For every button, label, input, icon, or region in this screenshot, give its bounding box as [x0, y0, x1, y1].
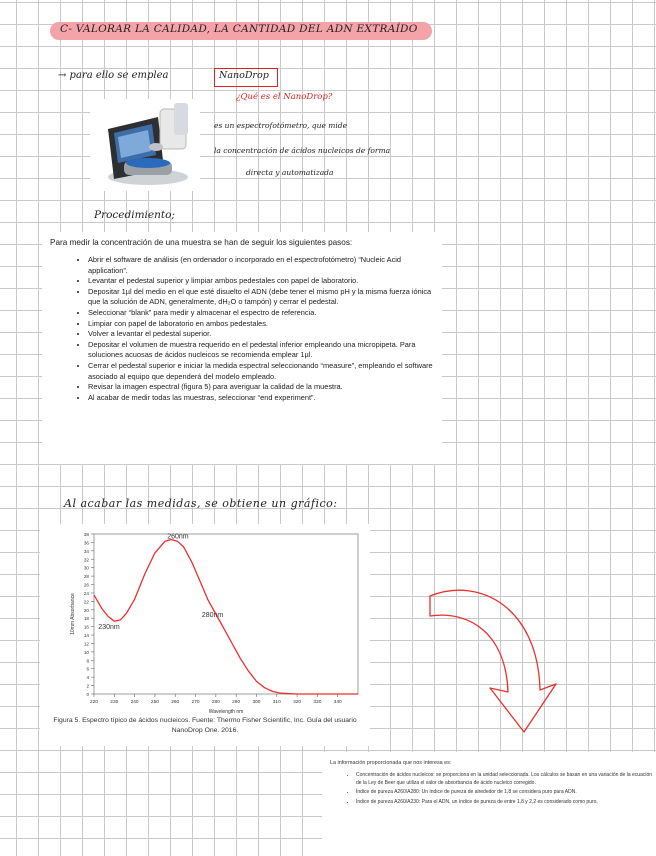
y-tick-label: 36 [83, 540, 89, 546]
procedure-text-block [42, 232, 442, 464]
list-item: • Índice de pureza A260/A230: Para el ADN, un índice de pureza de entre 1,8 y 2,2 es considerado como puro. [356, 799, 656, 807]
y-tick-label: 32 [83, 557, 89, 563]
procedure-intro: Para medir la concentración de una muestra se han de seguir los siguientes pasos: [50, 238, 353, 247]
y-tick-label: 10 [83, 649, 89, 655]
list-item: • Levantar el pedestal superior y limpiar ambos pedestales con papel de laboratorio. [88, 276, 442, 287]
y-tick-label: 24 [83, 590, 89, 596]
x-tick-label: 340 [333, 700, 342, 705]
info-list [322, 772, 656, 806]
y-axis-label: 10mm Absorbance [70, 593, 76, 635]
y-tick-label: 2 [86, 683, 89, 689]
info-intro: La información proporcionada que nos interesa es: [330, 760, 452, 766]
description-line-2: la concentración de ácidos nucleicos de forma [214, 146, 391, 155]
after-measurement-note: Al acabar las medidas, se obtiene un gráfico: [64, 497, 338, 510]
y-tick-label: 12 [83, 641, 89, 647]
y-tick-label: 0 [86, 692, 89, 697]
list-item: • Concentración de ácidos nucleicos: se proporciona en la unidad seleccionada. Los cálculos se basan en una variación de la ecuación de la Ley de Beer que utiliza el valor de absorbancia de ácido nucleico corregido. [356, 772, 656, 787]
peak-annotation: 230nm [98, 624, 120, 632]
y-tick-label: 18 [83, 616, 89, 622]
y-tick-label: 38 [83, 532, 89, 537]
figure-caption-line-1: Figura 5. Espectro típico de ácidos nucleicos. Fuente: Thermo Fisher Scientific, Inc. Guía del usuario [53, 717, 357, 724]
list-item: • Índice de pureza A260/A280: Un índice de pureza de alrededor de 1,8 se considera puro para ADN. [356, 789, 656, 797]
y-tick-label: 4 [86, 675, 89, 681]
list-item: • Revisar la imagen espectral (figura 5) para averiguar la calidad de la muestra. [88, 382, 442, 393]
info-text-block [322, 752, 656, 856]
procedure-heading: Procedimiento; [94, 209, 175, 221]
nanodrop-intro-note: → para ello se emplea [58, 70, 169, 81]
nanodrop-question: ¿Qué es el NanoDrop? [236, 92, 333, 102]
x-tick-label: 310 [272, 700, 281, 705]
x-tick-label: 270 [191, 700, 200, 705]
curved-arrow-icon [420, 580, 570, 740]
peak-annotation: 260nm [167, 533, 189, 541]
list-item: • Depositar 1µl del medio en el que esté disuelto el ADN (debe tener el mismo pH y la misma fuerza iónica que la solución de ADN, generalmente, dH₂O o tampón) y cerrar el pedestal. [88, 287, 442, 308]
y-tick-label: 6 [86, 666, 89, 672]
nanodrop-box-label: NanoDrop [219, 70, 269, 81]
figure-caption [40, 716, 370, 736]
spectrum-chart [40, 524, 370, 716]
procedure-steps [42, 255, 442, 403]
y-tick-label: 20 [83, 607, 89, 613]
x-tick-label: 330 [313, 700, 322, 705]
y-tick-label: 14 [83, 633, 89, 639]
list-item: • Limpiar con papel de laboratorio en ambos pedestales. [88, 319, 442, 330]
spectrum-chart-panel [40, 524, 370, 746]
y-tick-label: 34 [83, 548, 89, 554]
peak-annotation: 280nm [201, 611, 224, 619]
plot-frame [94, 534, 358, 694]
x-tick-label: 290 [232, 700, 241, 705]
figure-caption-line-2: NanoDrop One. 2016. [171, 727, 239, 734]
y-tick-label: 16 [83, 624, 89, 630]
description-line-3: directa y automatizada [246, 168, 334, 177]
nanodrop-device-icon [90, 99, 200, 191]
y-tick-label: 26 [83, 582, 89, 588]
y-tick-label: 22 [83, 599, 89, 605]
heading-note: C- VALORAR LA CALIDAD, LA CANTIDAD DEL ADN EXTRAÍDO [60, 23, 418, 35]
list-item: • Abrir el software de análisis (en ordenador o incorporado en el espectrofotómetro) “Nucleic Acid application”. [88, 255, 442, 276]
x-tick-label: 220 [89, 700, 99, 705]
x-tick-label: 240 [130, 700, 139, 705]
y-tick-label: 8 [86, 658, 89, 664]
x-tick-label: 250 [150, 700, 159, 705]
x-tick-label: 230 [110, 700, 119, 705]
x-tick-label: 300 [252, 700, 261, 705]
x-tick-label: 320 [293, 700, 302, 705]
list-item: • Al acabar de medir todas las muestras, seleccionar “end experiment”. [88, 393, 442, 404]
y-tick-label: 28 [83, 574, 89, 580]
list-item: • Depositar el volumen de muestra requerido en el pedestal inferior empleando una micropipeta. Para soluciones acuosas de ácidos nucleicos se recomienda emplear 1µl. [88, 340, 442, 361]
series-line [94, 540, 358, 695]
x-tick-label: 260 [171, 700, 180, 705]
description-line-1: es un espectrofotómetro, que mide [214, 121, 348, 130]
list-item: • Seleccionar “blank” para medir y almacenar el espectro de referencia. [88, 308, 442, 319]
y-tick-label: 30 [83, 565, 89, 571]
nanodrop-photo [90, 99, 200, 191]
list-item: • Volver a levantar el pedestal superior. [88, 329, 442, 340]
x-tick-label: 280 [211, 700, 220, 705]
list-item: • Cerrar el pedestal superior e iniciar la medida espectral seleccionando “measure”, empleando el software asociado al equipo que dependerá del modelo empleado. [88, 361, 442, 382]
x-axis-label: Wavelength nm [208, 709, 244, 715]
